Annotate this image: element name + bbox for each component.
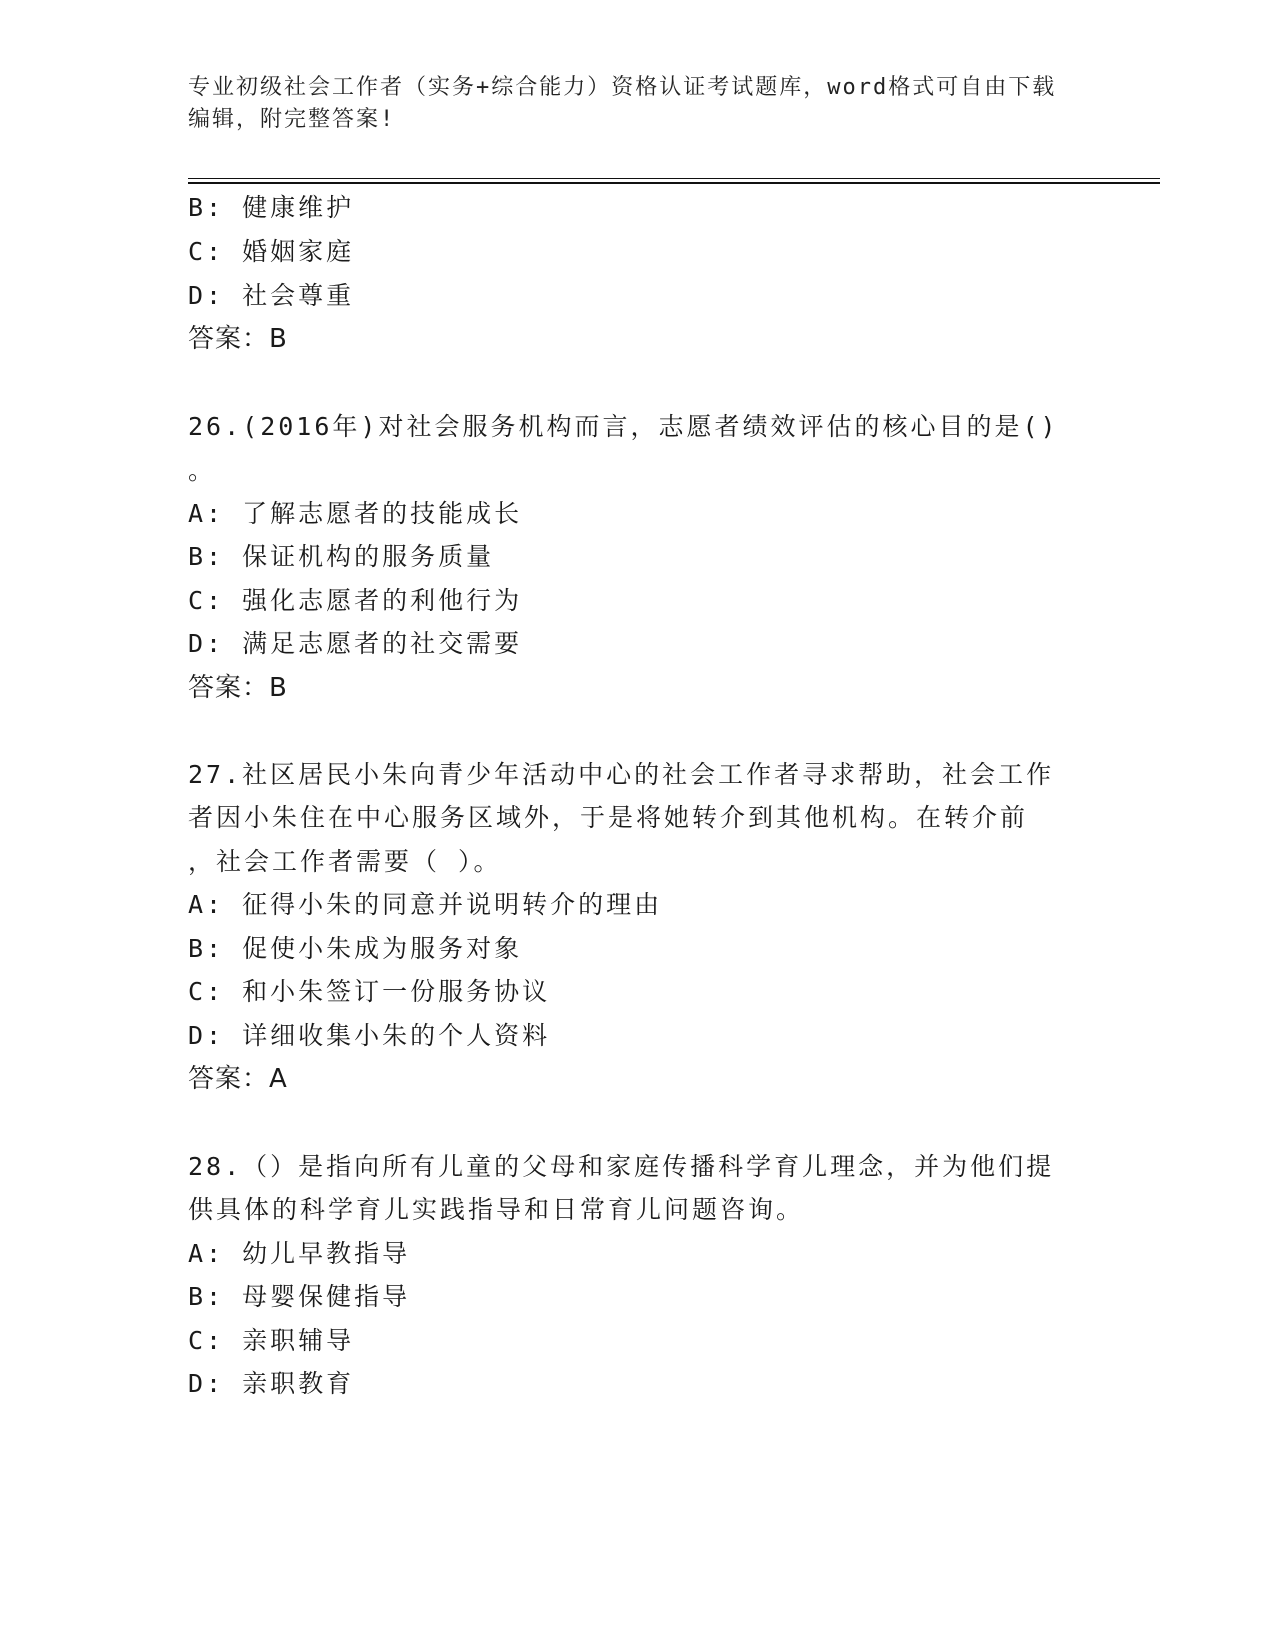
q27-option-b: B: 促使小朱成为服务对象	[188, 934, 523, 963]
q26-option-d: D: 满足志愿者的社交需要	[188, 629, 523, 658]
q26-option-b: B: 保证机构的服务质量	[188, 542, 495, 571]
q27-option-c: C: 和小朱签订一份服务协议	[188, 977, 551, 1006]
q27-option-d: D: 详细收集小朱的个人资料	[188, 1021, 551, 1050]
q28-option-b: B: 母婴保健指导	[188, 1282, 411, 1311]
q26-stem-line1: 26.(2016年)对社会服务机构而言，志愿者绩效评估的核心目的是()	[188, 412, 1059, 441]
q25-option-c: C: 婚姻家庭	[188, 237, 355, 266]
q27-stem-line2: 者因小朱住在中心服务区域外，于是将她转介到其他机构。在转介前	[188, 803, 1029, 832]
q26-option-c: C: 强化志愿者的利他行为	[188, 586, 523, 615]
q25-answer: 答案：B	[188, 324, 288, 354]
q27-option-a: A: 征得小朱的同意并说明转介的理由	[188, 890, 663, 919]
q27-stem-line3: ，社会工作者需要（ ）。	[188, 847, 502, 876]
q28-option-c: C: 亲职辅导	[188, 1326, 355, 1355]
q26-stem-line2: 。	[188, 456, 217, 485]
q27-stem-line1: 27.社区居民小朱向青少年活动中心的社会工作者寻求帮助，社会工作	[188, 760, 1055, 789]
q26-option-a: A: 了解志愿者的技能成长	[188, 499, 523, 528]
page-header	[188, 72, 1088, 136]
header-title-line2: 编辑，附完整答案!	[188, 107, 396, 132]
q28-option-a: A: 幼儿早教指导	[188, 1239, 411, 1268]
q26-answer: 答案：B	[188, 673, 288, 703]
header-divider-thick	[188, 182, 1160, 184]
header-title-line1: 专业初级社会工作者（实务+综合能力）资格认证考试题库，word格式可自由下载	[188, 75, 1057, 100]
q28-option-d: D: 亲职教育	[188, 1369, 355, 1398]
q28-stem-line2: 供具体的科学育儿实践指导和日常育儿问题咨询。	[188, 1195, 805, 1224]
q27-answer: 答案：A	[188, 1064, 288, 1094]
q25-option-d: D: 社会尊重	[188, 281, 355, 310]
q25-option-b: B: 健康维护	[188, 193, 355, 222]
header-divider-thin	[188, 178, 1160, 179]
q28-stem-line1: 28.（）是指向所有儿童的父母和家庭传播科学育儿理念，并为他们提	[188, 1152, 1055, 1181]
